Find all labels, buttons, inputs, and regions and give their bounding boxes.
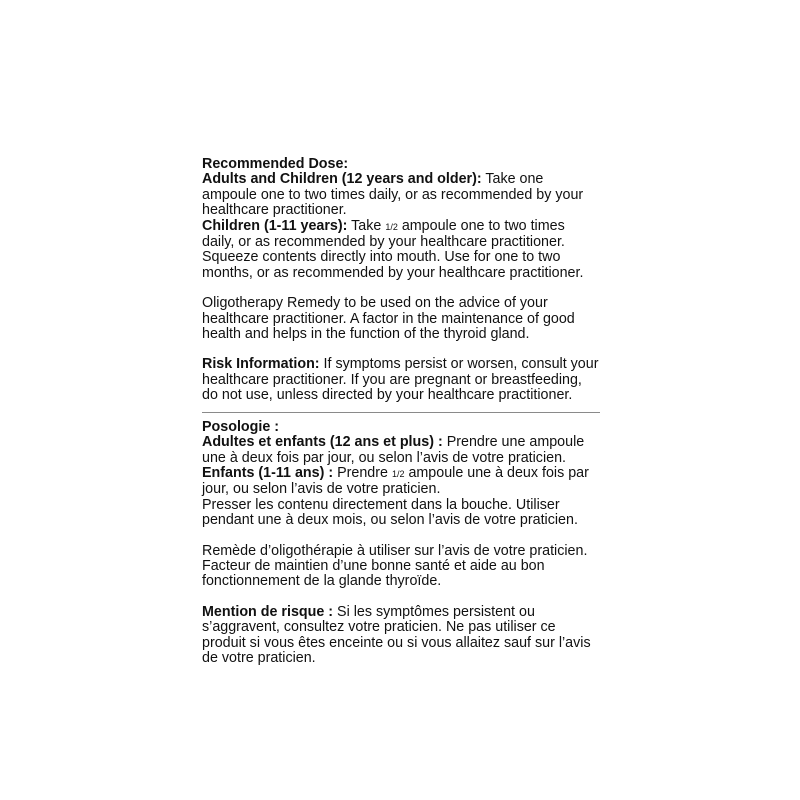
fraction-half-en: 1/2 <box>385 221 398 232</box>
language-divider <box>202 412 600 413</box>
risk-block-en <box>202 357 600 403</box>
squeeze-text-fr: Presser les contenu directement dans la bouche. Utiliser pendant une à deux mois, ou selon l’avis de votre praticien. <box>202 496 578 529</box>
children-text-before-fr: Prendre <box>337 464 388 481</box>
risk-text-fr: Si les symptômes persistent ou s’aggravent, consultez votre praticien. Ne pas utiliser ce produit si vous êtes enceinte ou si vous allaitez sauf sur l’avis de votre praticien. <box>202 603 591 666</box>
product-label-panel <box>202 157 600 666</box>
adults-label-en: Adults and Children (12 years and older): <box>202 171 482 188</box>
children-text-after-fr: ampoule une à deux fois par jour, ou selon l’avis de votre praticien. <box>202 464 589 498</box>
dose-heading-en: Recommended Dose: <box>202 156 349 172</box>
children-text-after-en: ampoule one to two times daily, or as recommended by your healthcare practitioner. <box>202 217 565 251</box>
adults-text-fr: Prendre une ampoule une à deux fois par jour, ou selon l’avis de votre praticien. <box>202 434 585 466</box>
risk-block-fr <box>202 605 600 667</box>
risk-label-en: Risk Information: <box>202 356 320 373</box>
dose-heading-fr: Posologie : <box>202 418 280 435</box>
children-label-fr: Enfants (1-11 ans) : <box>202 464 334 481</box>
dose-block-en <box>202 157 600 281</box>
adults-label-fr: Adultes et enfants (12 ans et plus) : <box>202 434 443 451</box>
fraction-half-fr: 1/2 <box>391 468 405 479</box>
oligotherapy-text-fr: Remède d’oligothérapie à utiliser sur l’avis de votre praticien. Facteur de maintien d’une bonne santé et aide au bon fonctionnement de la glande thyroïde. <box>202 542 588 590</box>
risk-text-en: If symptoms persist or worsen, consult your healthcare practitioner. If you are pregnant or breastfeeding, do not use, unless directed by your healthcare practitioner. <box>202 356 599 404</box>
french-section <box>202 420 600 667</box>
squeeze-text-en: Squeeze contents directly into mouth. Use for one to two months, or as recommended by your healthcare practitioner. <box>202 249 584 281</box>
children-label-en: Children (1-11 years): <box>202 217 348 234</box>
dose-block-fr <box>202 420 600 529</box>
risk-label-fr: Mention de risque : <box>202 603 334 620</box>
adults-text-en: Take one ampoule one to two times daily, or as recommended by your healthcare practitioner. <box>202 171 584 219</box>
children-text-before-en: Take <box>351 217 382 234</box>
english-section <box>202 157 600 404</box>
oligotherapy-text-en: Oligotherapy Remedy to be used on the advice of your healthcare practitioner. A factor in the maintenance of good health and helps in the function of the thyroid gland. <box>202 295 575 343</box>
